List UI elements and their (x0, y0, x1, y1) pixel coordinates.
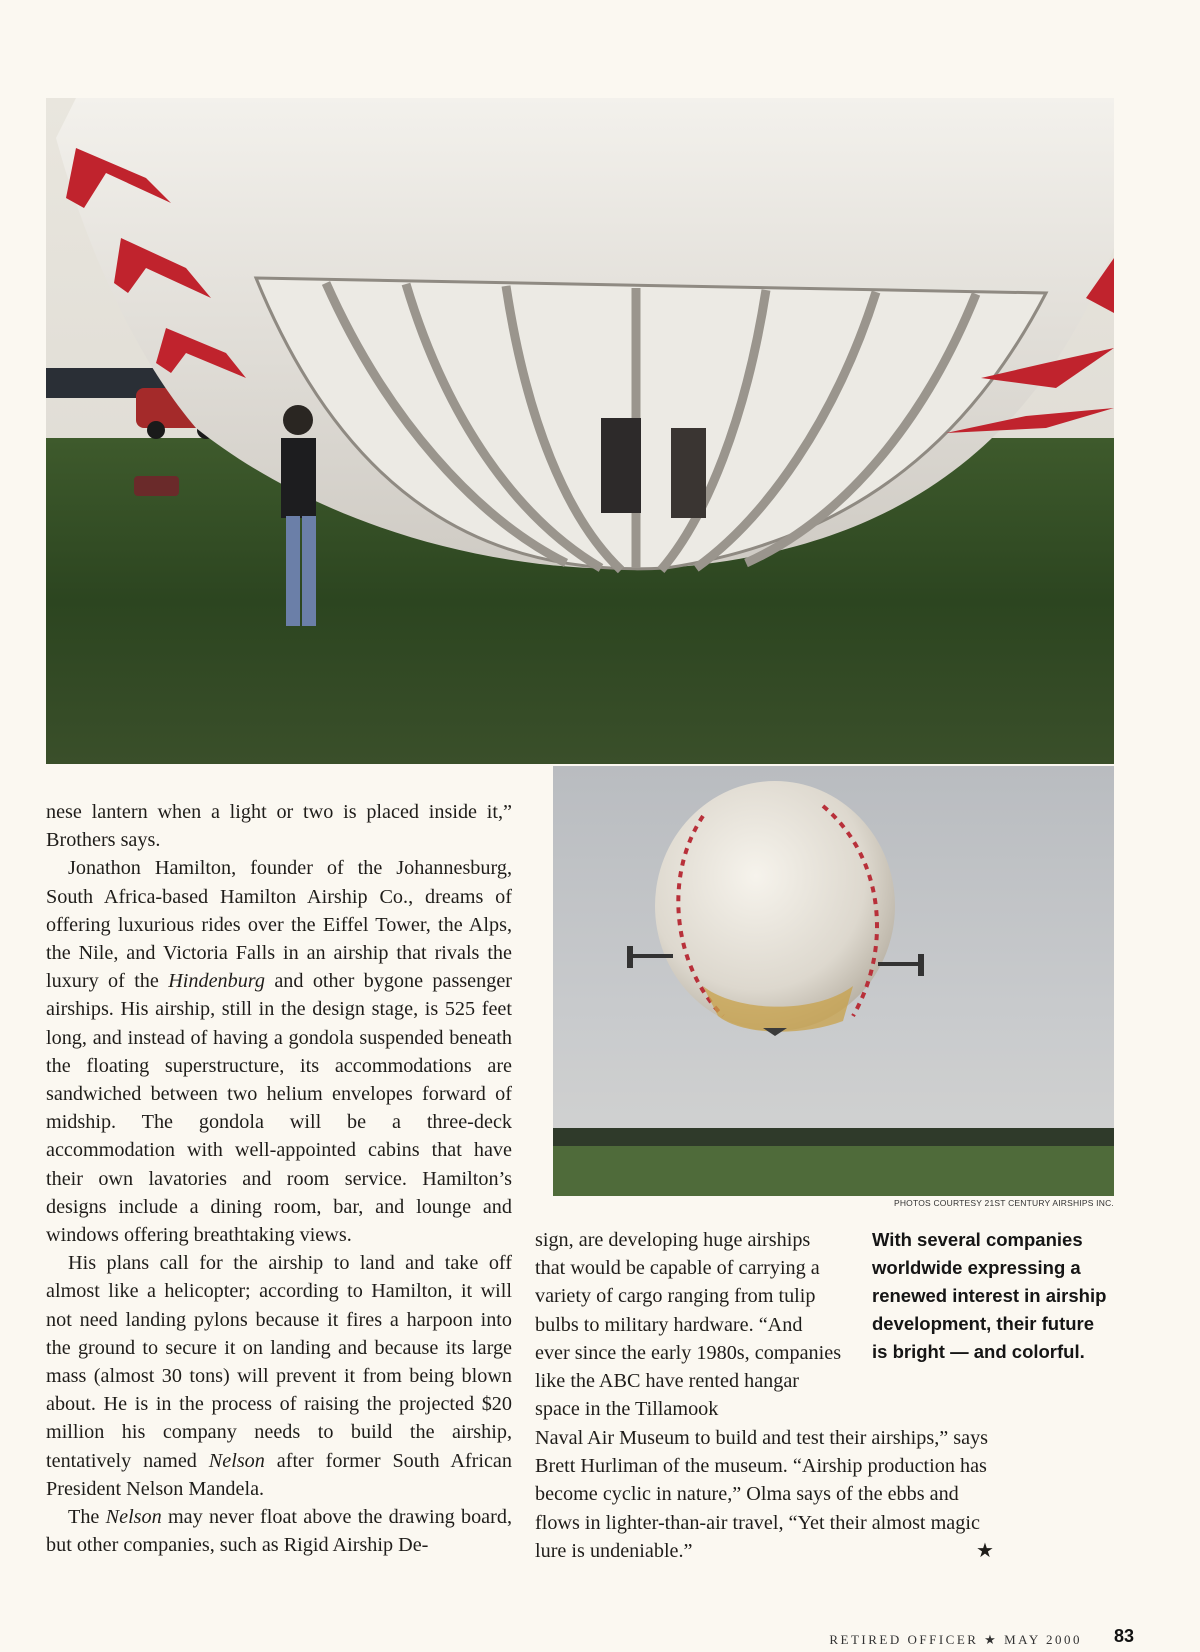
page-number: 83 (1113, 1626, 1134, 1646)
airship-envelope-illustration (46, 98, 1114, 764)
photo-baseball-airship (553, 766, 1114, 1196)
ship-name-nelson: Nelson (208, 1449, 265, 1472)
paragraph-3: His plans call for the airship to land and take off almost like a helicopter; according to Hamilton, it will not need landing pylons because it fires a harpoon into the ground to secure it on landing and because its large mass (almost 30 tons) will prevent it from being blown about. He is in the process of raising the projected $20 million his company needs to build the airship, tentatively named Nelson after former South African President Nelson Mandela. (46, 1252, 512, 1500)
photo-credit: PHOTOS COURTESY 21ST CENTURY AIRSHIPS INC. (893, 1198, 1114, 1208)
paragraph-5-bottom: Naval Air Museum to build and test their airships,” says Brett Hurliman of the museum. “Airship production has become cyclic in nature,” Olma says of the ebbs and flows in lighter-than-air travel, “Yet their almost magic lure is undeniable.” (535, 1427, 989, 1562)
article-column-left (46, 798, 512, 1559)
article-column-middle-bottom (535, 1424, 997, 1565)
ship-name-nelson-2: Nelson (105, 1506, 162, 1529)
paragraph-1: nese lantern when a light or two is placed inside it,” Brothers says. (46, 801, 512, 852)
pull-quote: With several companies worldwide expressing a renewed interest in airship development, their future is bright — and colorful. (872, 1229, 1107, 1362)
footer-publication: RETIRED OFFICER ★ MAY 2000 (829, 1632, 1082, 1647)
end-mark-star-icon: ★ (976, 1540, 994, 1562)
article-column-middle-top (535, 1226, 842, 1423)
photo-airship-envelope (46, 98, 1114, 764)
paragraph-4: The Nelson may never float above the drawing board, but other companies, such as Rigid Airship De- (46, 1506, 513, 1557)
paragraph-5-top: sign, are developing huge airships that would be capable of carrying a variety of cargo ranging from tulip bulbs to military hardware. “And ever since the early 1980s, companies like the ABC have rented hangar space in the Tillamook (535, 1229, 842, 1421)
baseball-airship-illustration (553, 766, 1114, 1196)
ship-name-hindenburg: Hindenburg (168, 970, 266, 993)
paragraph-2: Jonathon Hamilton, founder of the Johannesburg, South Africa-based Hamilton Airship Co., dreams of offering luxurious rides over the Eiffel Tower, the Alps, the Nile, and Victoria Falls in an airship that rivals the luxury of the Hindenburg and other bygone passenger airships. His airship, still in the design stage, is 525 feet long, and instead of having a gondola suspended beneath the floating superstructure, its accommodations are sandwiched between two helium envelopes forward of midship. The gondola will be a three-deck accommodation with well-appointed cabins that have their own lavatories and room service. Hamilton’s designs include a dining room, bar, and lounge and windows offering breathtaking views. (46, 857, 512, 1247)
